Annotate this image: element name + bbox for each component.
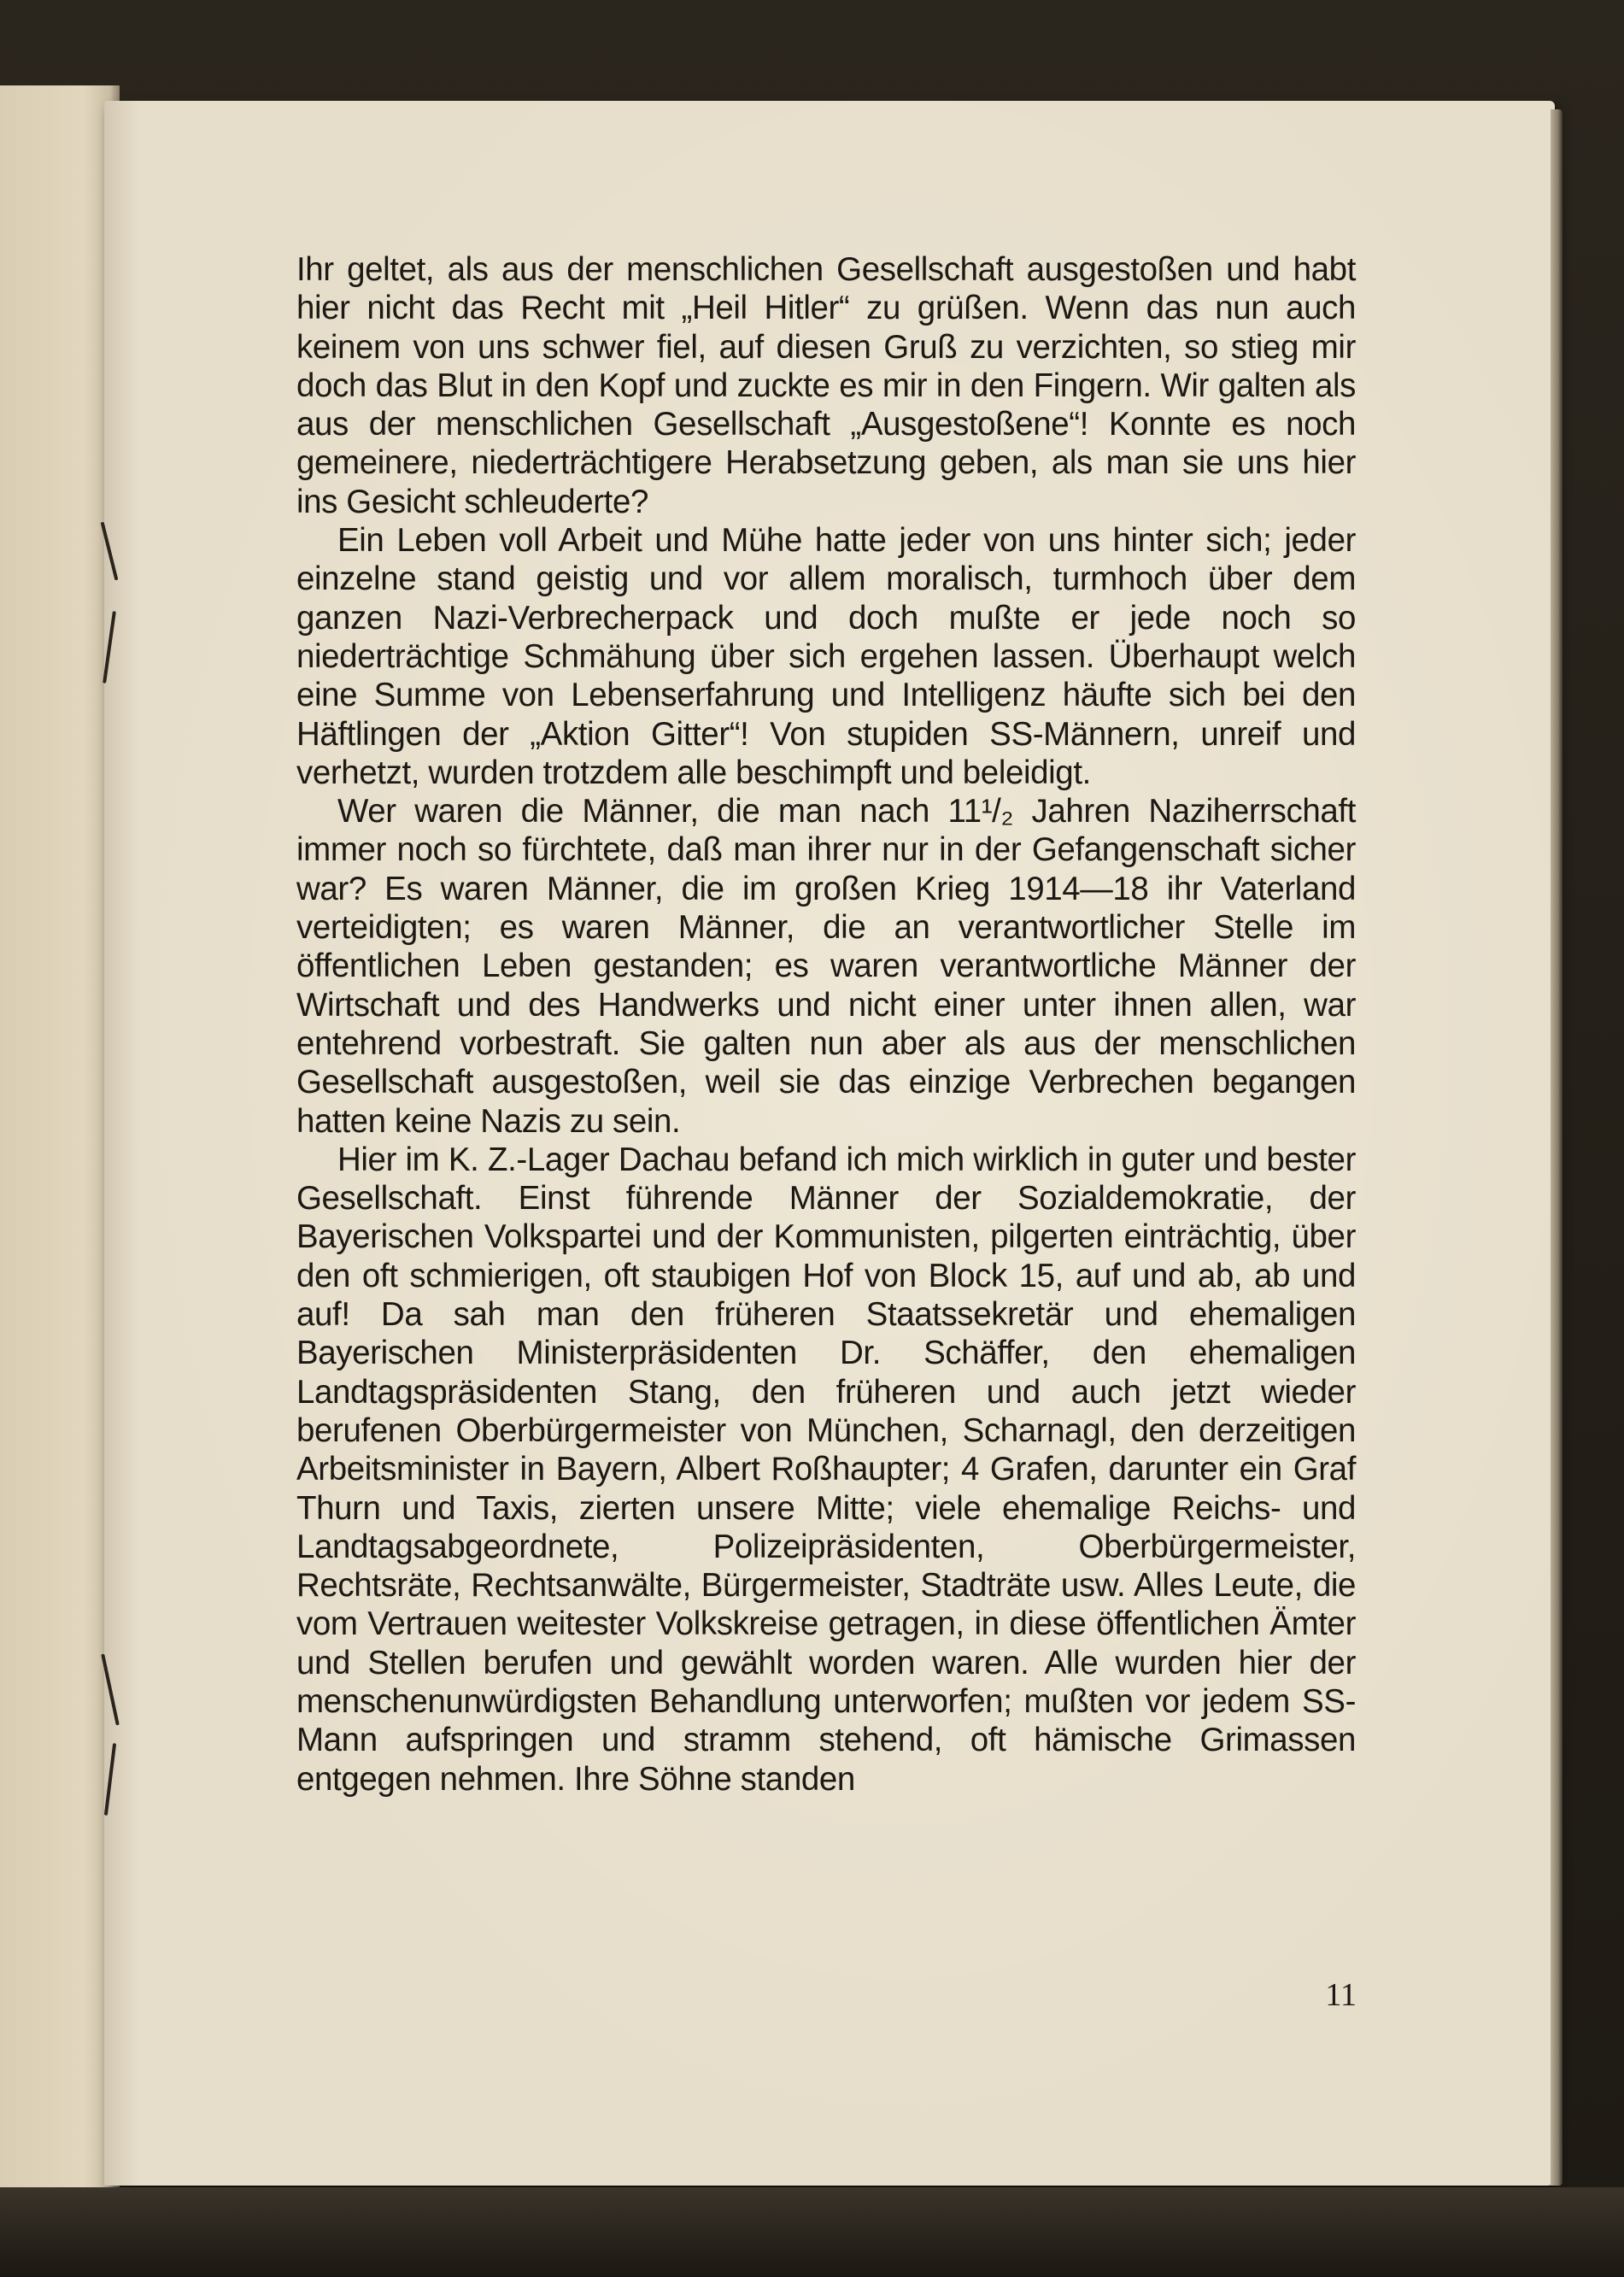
body-text xyxy=(296,250,1356,1799)
paragraph-3: Wer waren die Männer, die man nach 11¹/₂ Jahren Naziherrschaft immer noch so fürchtete, daß man ihrer nur in der Gefangenschaft sicher war? Es waren Männer, die im großen Krieg 1914—18 ihr Vaterland verteidigten; es waren Männer, die an verantwortlicher Stelle im öffentlichen Leben gestanden; es waren verantwortliche Männer der Wirtschaft und des Handwerks und nicht einer unter ihnen allen, war entehrend vorbestraft. Sie galten nun aber als aus der menschlichen Gesellschaft ausgestoßen, weil sie das einzige Verbrechen begangen hatten keine Nazis zu sein. xyxy=(296,793,1356,1140)
previous-page-edge xyxy=(0,85,120,2277)
page-stack-edge xyxy=(1551,109,1562,2186)
paragraph-1: Ihr geltet, als aus der menschlichen Gesellschaft ausgestoßen und habt hier nicht das Recht mit „Heil Hitler“ zu grüßen. Wenn das nun auch keinem von uns schwer fiel, auf diesen Gruß zu verzichten, so stieg mir doch das Blut in den Kopf und zuckte es mir in den Fingern. Wir galten als aus der menschlichen Gesellschaft „Ausgestoßene“! Konnte es noch gemeinere, niederträchtigere Herabsetzung geben, als man sie uns hier ins Gesicht schleuderte? xyxy=(296,251,1356,520)
paragraph-2: Ein Leben voll Arbeit und Mühe hatte jeder von uns hinter sich; jeder einzelne stand geistig und vor allem moralisch, turmhoch über dem ganzen Nazi-Verbrecherpack und doch mußte er jede noch so niederträchtige Schmähung über sich ergehen lassen. Überhaupt welch eine Summe von Lebenserfahrung und Intelligenz häufte sich bei den Häftlingen der „Aktion Gitter“! Von stupiden SS-Männern, unreif und verhetzt, wurden trotzdem alle beschimpft und beleidigt. xyxy=(296,522,1356,791)
paragraph-4: Hier im K. Z.-Lager Dachau befand ich mich wirklich in guter und bester Gesellschaft. Einst führende Männer der Sozialdemokratie, der Bayerischen Volkspartei und der Kommunisten, pilgerten einträchtig, über den oft schmierigen, oft staubigen Hof von Block 15, auf und ab, ab und auf! Da sah man den früheren Staatssekretär und ehemaligen Bayerischen Ministerpräsidenten Dr. Schäffer, den ehemaligen Landtagspräsidenten Stang, den früheren und auch jetzt wieder berufenen Oberbürgermeister von München, Scharnagl, den derzeitigen Arbeitsminister in Bayern, Albert Roßhaupter; 4 Grafen, darunter ein Graf Thurn und Taxis, zierten unsere Mitte; viele ehemalige Reichs- und Landtagsabgeordnete, Polizeipräsidenten, Oberbürgermeister, Rechtsräte, Rechtsanwälte, Bürgermeister, Stadträte usw. Alles Leute, die vom Vertrauen weitester Volkskreise getragen, in diese öffentlichen Ämter und Stellen berufen und gewählt worden waren. Alle wurden hier der menschenunwürdigsten Behandlung unterworfen; mußten vor jedem SS-Mann aufspringen und stramm stehend, oft hämische Grimassen entgegen nehmen. Ihre Söhne standen xyxy=(296,1141,1356,1798)
page-number: 11 xyxy=(1325,1977,1357,2013)
book-bottom-edge xyxy=(0,2187,1624,2277)
